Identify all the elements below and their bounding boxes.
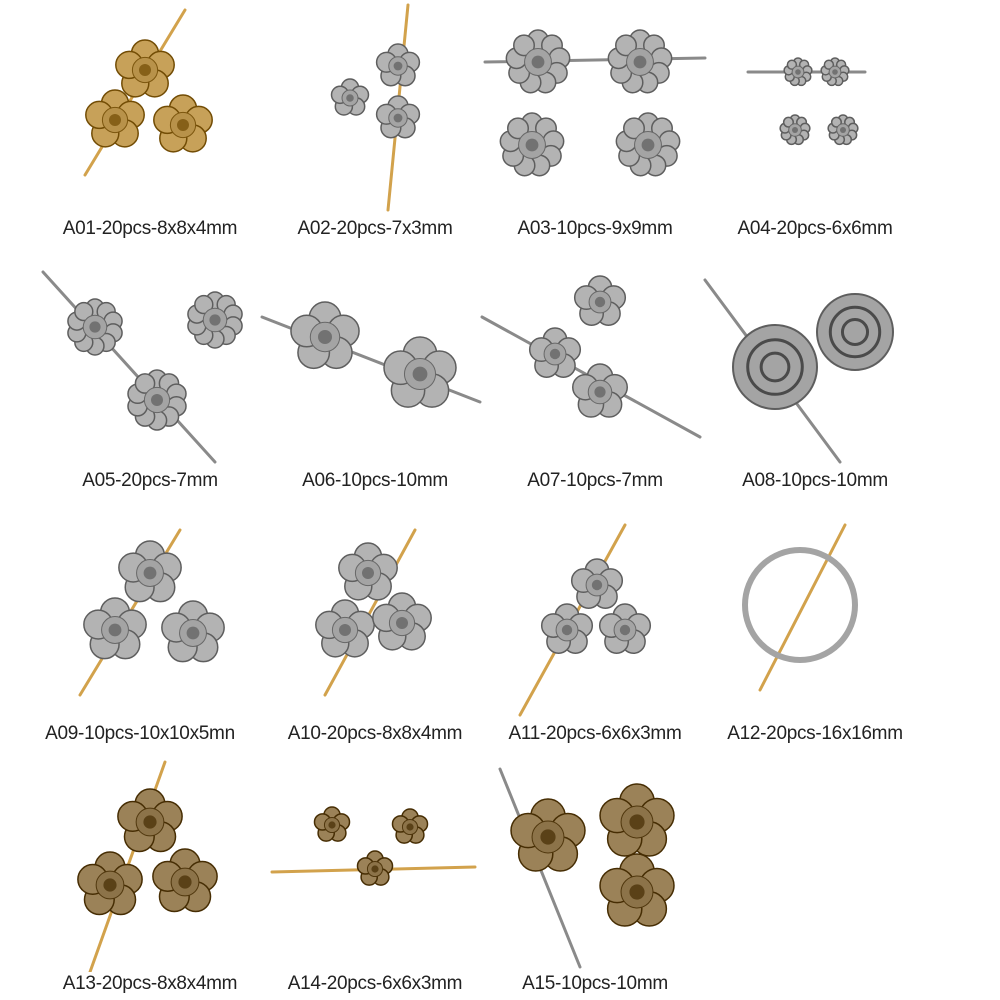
bead-photo (690, 0, 940, 215)
product-cell-12[interactable] (690, 505, 940, 755)
bead-photo (470, 252, 720, 467)
product-cell-7[interactable] (470, 252, 720, 502)
flower-bead (332, 79, 369, 115)
flower-bead (188, 292, 242, 348)
flower-bead (291, 302, 359, 368)
head-pin (43, 272, 215, 462)
bead-photo (25, 0, 275, 215)
flower-bead (314, 807, 349, 841)
product-label: A06-10pcs-10mm (302, 470, 448, 491)
flower-bead (828, 115, 858, 144)
flower-bead (84, 598, 146, 659)
product-cell-3[interactable] (470, 0, 720, 250)
product-label: A08-10pcs-10mm (742, 470, 888, 491)
product-label: A02-20pcs-7x3mm (297, 218, 453, 239)
flower-bead (733, 325, 817, 409)
flower-bead (530, 328, 581, 377)
flower-bead (600, 604, 651, 653)
flower-bead (128, 370, 186, 430)
product-cell-8[interactable] (690, 252, 940, 502)
product-label: A15-10pcs-10mm (522, 973, 668, 994)
flower-bead (817, 294, 893, 370)
product-label: A05-20pcs-7mm (82, 470, 218, 491)
bead-photo (250, 252, 500, 467)
product-cell-15[interactable] (470, 757, 720, 1000)
flower-bead (506, 30, 569, 93)
product-cell-2[interactable] (250, 0, 500, 250)
flower-bead (821, 58, 849, 85)
flower-bead (118, 789, 182, 852)
product-label: A14-20pcs-6x6x3mm (287, 973, 463, 994)
flower-bead (575, 276, 626, 325)
flower-bead (339, 543, 397, 600)
flower-bead (377, 44, 420, 86)
bead-photo (250, 757, 500, 972)
flower-bead (316, 600, 374, 657)
flower-bead (162, 601, 224, 662)
bead-photo (470, 757, 720, 972)
flower-bead (600, 854, 674, 926)
flower-frame-bead (745, 550, 855, 660)
product-cell-5[interactable] (25, 252, 275, 502)
bead-photo (15, 505, 265, 720)
bead-photo (25, 757, 275, 972)
flower-bead (377, 96, 420, 138)
flower-bead (392, 809, 427, 843)
flower-bead (780, 115, 810, 144)
product-cell-1[interactable] (25, 0, 275, 250)
flower-bead (784, 58, 812, 85)
flower-bead (542, 604, 593, 653)
flower-bead (154, 95, 212, 152)
product-cell-4[interactable] (690, 0, 940, 250)
product-label: A04-20pcs-6x6mm (737, 218, 893, 239)
bead-photo (470, 505, 720, 720)
bead-photo (690, 252, 940, 467)
product-label: A09-10pcs-10x10x5mn (45, 723, 235, 744)
product-label: A03-10pcs-9x9mm (517, 218, 673, 239)
bead-photo (250, 505, 500, 720)
flower-bead (153, 849, 217, 912)
flower-bead (116, 40, 174, 97)
flower-bead (68, 299, 122, 355)
bead-photo (25, 252, 275, 467)
bead-photo (690, 505, 940, 720)
flower-bead (500, 113, 563, 176)
bead-photo (250, 0, 500, 215)
flower-bead (119, 541, 181, 602)
flower-bead (600, 784, 674, 856)
product-cell-10[interactable] (250, 505, 500, 755)
flower-bead (86, 90, 144, 147)
flower-bead (373, 593, 431, 650)
bead-photo (470, 0, 720, 215)
product-label: A11-20pcs-6x6x3mm (508, 723, 682, 744)
product-cell-14[interactable] (250, 757, 500, 1000)
product-label: A13-20pcs-8x8x4mm (62, 973, 238, 994)
flower-bead (572, 559, 623, 608)
flower-bead (357, 851, 392, 885)
product-label: A12-20pcs-16x16mm (727, 723, 903, 744)
product-cell-9[interactable] (15, 505, 265, 755)
product-cell-13[interactable] (25, 757, 275, 1000)
flower-bead (511, 799, 585, 871)
product-label: A01-20pcs-8x8x4mm (62, 218, 238, 239)
flower-bead (78, 852, 142, 915)
product-cell-6[interactable] (250, 252, 500, 502)
flower-bead (608, 30, 671, 93)
product-label: A07-10pcs-7mm (527, 470, 663, 491)
flower-bead (616, 113, 679, 176)
product-cell-11[interactable] (470, 505, 720, 755)
product-label: A10-20pcs-8x8x4mm (287, 723, 463, 744)
flower-bead (384, 337, 456, 407)
